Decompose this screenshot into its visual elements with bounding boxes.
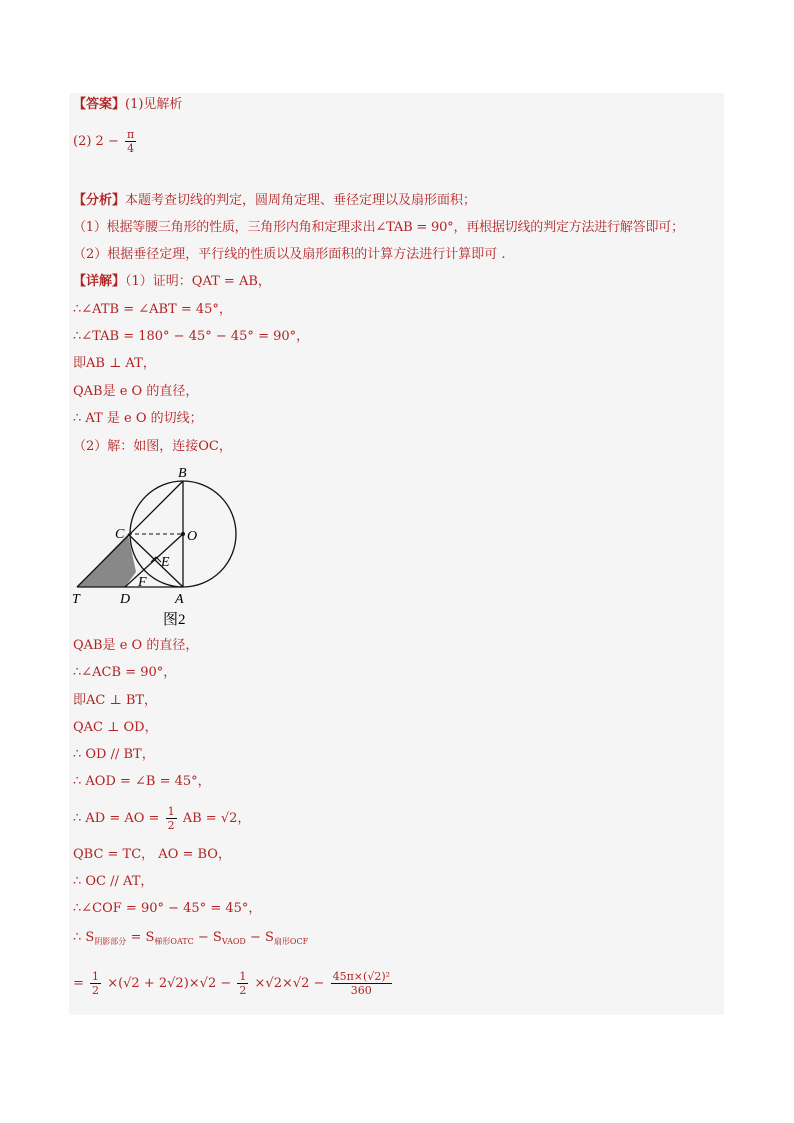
answer-line-2: [73, 128, 138, 155]
fraction-denominator: 2: [167, 819, 175, 832]
fraction-numerator: 1: [167, 805, 175, 818]
label-o: O: [187, 529, 198, 544]
answer-part2-prefix: (2) 2 −: [73, 134, 119, 149]
s-sub-triangle: VAOD: [221, 937, 246, 946]
detail-line-19: [73, 970, 394, 997]
answer-tag: 【答案】: [73, 97, 126, 112]
label-c: C: [115, 527, 125, 542]
answer-line-1: [73, 96, 182, 114]
analysis-tag: 【分析】: [73, 193, 126, 208]
fraction-1: [90, 970, 101, 997]
line-14-prefix: ∴ AD = AO =: [73, 811, 160, 826]
detail-line-3: ∴∠TAB = 180° − 45° − 45° = 90°，: [73, 329, 310, 344]
detail-line-11: QAC ⊥ OD，: [73, 720, 158, 735]
label-e: E: [161, 555, 170, 570]
fraction-denominator: 2: [92, 984, 100, 997]
detail-line-16: ∴ OC // AT，: [73, 874, 154, 889]
s-sub-sector: 扇形OCF: [273, 937, 309, 946]
line-14-suffix: AB = √2，: [182, 811, 251, 826]
detail-line-8: QAB是 e O 的直径，: [73, 638, 199, 653]
detail-line-12: ∴ OD // BT，: [73, 747, 155, 762]
detail-tag: 【详解】: [73, 274, 126, 289]
analysis-intro: [73, 192, 476, 210]
s-label: − S: [193, 930, 222, 945]
fraction-denominator: 360: [350, 984, 372, 997]
label-t: T: [72, 592, 80, 607]
detail-line-10: 即AC ⊥ BT，: [73, 693, 158, 708]
expression-middle: ×(√2 + 2√2)×√2 −: [107, 976, 232, 991]
expression-middle-2: ×√2×√2 −: [254, 976, 325, 991]
fraction-denominator: 4: [127, 142, 135, 155]
detail-line-17: ∴∠COF = 90° − 45° = 45°，: [73, 901, 262, 916]
detail-line-7: （2）解：如图，连接OC，: [73, 439, 232, 454]
answer-part1: (1)见解析: [125, 97, 183, 112]
label-a: A: [175, 592, 184, 607]
analysis-item-1: （1）根据等腰三角形的性质，三角形内角和定理求出∠TAB = 90°，再根据切线的判定方法进行解答即可；: [73, 220, 684, 235]
detail-line-15: QBC = TC， AO = BO，: [73, 847, 231, 862]
label-b: B: [178, 466, 187, 481]
half-fraction: [166, 805, 177, 832]
fraction-numerator: 45π×(√2)²: [332, 970, 391, 983]
equals-sign: =: [73, 976, 84, 991]
s-sub-trapezoid: 梯形OATC: [154, 937, 194, 946]
analysis-item-2: （2）根据垂径定理，平行线的性质以及扇形面积的计算方法进行计算即可 .: [73, 247, 506, 262]
detail-line-9: ∴∠ACB = 90°，: [73, 665, 177, 680]
label-d: D: [120, 592, 131, 607]
s-label: − S: [245, 930, 274, 945]
detail-line-1: [73, 273, 271, 291]
fraction-numerator: 1: [92, 970, 100, 983]
geometry-figure: [70, 462, 250, 630]
fraction-numerator: π: [126, 128, 135, 141]
fraction-2: [237, 970, 248, 997]
detail-line-13: ∴ AOD = ∠B = 45°，: [73, 774, 211, 789]
detail-line-4: 即AB ⊥ AT，: [73, 356, 156, 371]
fraction-3: [331, 970, 392, 997]
detail-line-5: QAB是 e O 的直径，: [73, 384, 199, 399]
answer-part2-fraction: [125, 128, 136, 155]
s-label: ∴ S: [73, 930, 95, 945]
s-sub-shaded: 阴影部分: [94, 937, 127, 946]
detail-line-1-text: （1）证明：QAT = AB，: [125, 274, 271, 289]
detail-line-2: ∴∠ATB = ∠ABT = 45°，: [73, 302, 232, 317]
detail-line-6: ∴ AT 是 e O 的切线；: [73, 411, 203, 426]
fraction-denominator: 2: [239, 984, 247, 997]
detail-line-14: [73, 805, 250, 832]
fraction-numerator: 1: [239, 970, 247, 983]
analysis-intro-text: 本题考查切线的判定，圆周角定理、垂径定理以及扇形面积；: [125, 193, 477, 208]
figure-caption: 图2: [163, 612, 186, 628]
center-dot: [181, 532, 185, 536]
label-f: F: [138, 575, 147, 590]
s-label: = S: [126, 930, 155, 945]
detail-line-18: [73, 929, 308, 951]
